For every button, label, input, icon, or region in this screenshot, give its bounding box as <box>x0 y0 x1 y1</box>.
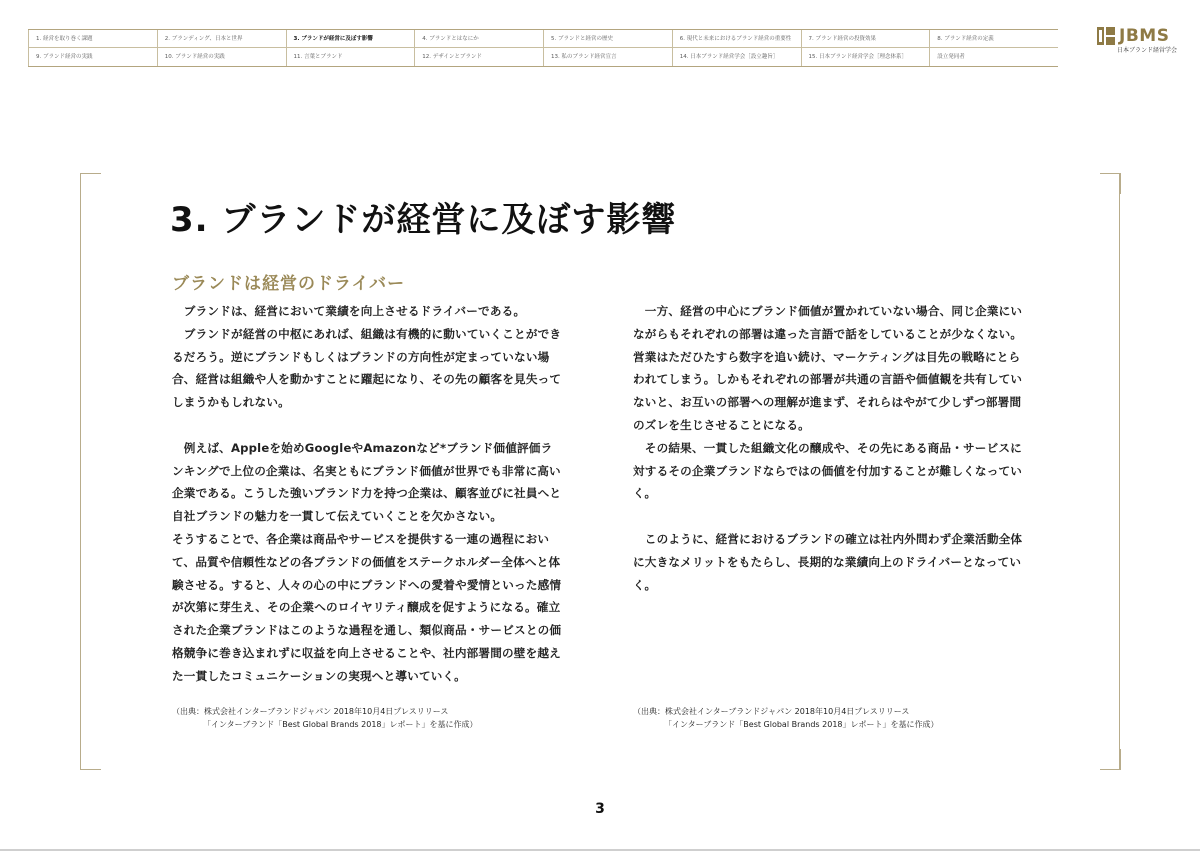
logo-subtitle: 日本ブランド経営学会 <box>1117 47 1178 54</box>
frame-left-line <box>80 173 81 770</box>
nav-item-6[interactable]: 6. 現代と未来におけるブランド経営の重要性 <box>672 30 801 48</box>
nav-item-13[interactable]: 13. 私のブランド経営宣言 <box>543 48 672 66</box>
paragraph: このように、経営におけるブランドの確立は社内外問わず企業活動全体に大きなメリットをもたらし、長期的な業績向上のドライバーとなっていく。 <box>633 531 1023 592</box>
frame-corner-bottom-right <box>1100 749 1121 770</box>
chapter-nav <box>28 29 1058 67</box>
nav-item-8[interactable]: 8. ブランド経営の定義 <box>929 30 1058 48</box>
source-line-2: 「インターブランド「Best Global Brands 2018」レポート」を基に作成） <box>664 720 939 729</box>
nav-item-2[interactable]: 2. ブランディング、日本と世界 <box>157 30 286 48</box>
nav-item-14[interactable]: 14. 日本ブランド経営学会［設立趣旨］ <box>672 48 801 66</box>
left-column <box>172 300 564 688</box>
source-line-2: 「インターブランド「Best Global Brands 2018」レポート」を基に作成） <box>203 720 478 729</box>
jbms-logo[interactable] <box>1097 27 1177 63</box>
nav-item-5[interactable]: 5. ブランドと経営の歴史 <box>543 30 672 48</box>
page-title: 3. ブランドが経営に及ぼす影響 <box>170 200 677 240</box>
logo-wordmark: JBMS <box>1119 26 1170 46</box>
nav-item-11[interactable]: 11. 言葉とブランド <box>286 48 415 66</box>
nav-item-3-active[interactable]: 3. ブランドが経営に及ぼす影響 <box>286 30 415 48</box>
paragraph-gap <box>633 505 1025 528</box>
paragraph: ブランドが経営の中枢にあれば、組織は有機的に動いていくことができるだろう。逆にブランドもしくはブランドの方向性が定まっていない場合、経営は組織や人を動かすことに躍起になり、その先の顧客を見失ってしまうかもしれない。 <box>172 326 562 410</box>
frame-corner-top-left <box>80 173 101 194</box>
paragraph: ブランドは、経営において業績を向上させるドライバーである。 <box>172 304 526 318</box>
nav-item-10[interactable]: 10. ブランド経営の実践 <box>157 48 286 66</box>
paragraph: その結果、一貫した組織文化の醸成や、その先にある商品・サービスに対するその企業ブランドならではの価値を付加することが難しくなっていく。 <box>633 440 1023 501</box>
source-line-1: （出典：株式会社インターブランドジャパン 2018年10月4日プレスリリース <box>633 707 910 716</box>
paragraph-gap <box>172 414 564 437</box>
jbms-logo-mark-icon <box>1097 27 1115 45</box>
page-number: 3 <box>595 801 605 817</box>
source-note-left <box>172 705 478 731</box>
paragraph: そうすることで、各企業は商品やサービスを提供する一連の過程において、品質や信頼性などの各ブランドの価値をステークホルダー全体へと体験させる。すると、人々の心の中にブランドへの愛着や愛情といった感情が次第に芽生え、その企業へのロイヤリティ醸成を促すようになる。確立された企業ブランドはこのような過程を通し、類似商品・サービスとの価格競争に巻き込まれずに収益を向上させることや、社内部署間の壁を越えた一貫したコミュニケーションの実現へと導いていく。 <box>172 531 562 683</box>
nav-item-1[interactable]: 1. 経営を取り巻く課題 <box>28 30 157 48</box>
nav-item-7[interactable]: 7. ブランド経営の投資効果 <box>801 30 930 48</box>
nav-item-9[interactable]: 9. ブランド経営の実践 <box>28 48 157 66</box>
source-note-right <box>633 705 939 731</box>
nav-item-4[interactable]: 4. ブランドとはなにか <box>414 30 543 48</box>
frame-right-line <box>1119 173 1120 770</box>
frame-corner-top-right <box>1100 173 1121 194</box>
frame-corner-bottom-left <box>80 749 101 770</box>
paragraph: 一方、経営の中心にブランド価値が置かれていない場合、同じ企業にいながらもそれぞれの部署は違った言語で話をしていることが少なくない。営業はただひたすら数字を追い続け、マーケティングは目先の戦略にとらわれてしまう。しかもそれぞれの部署が共通の言語や価値観を共有していないと、お互いの部署への理解が進まず、それらはやがて少しずつ部署間のズレを生じさせることになる。 <box>633 304 1023 432</box>
nav-item-15[interactable]: 15. 日本ブランド経営学会［理念体系］ <box>801 48 930 66</box>
section-heading: ブランドは経営のドライバー <box>172 274 406 294</box>
paragraph: 例えば、Appleを始めGoogleやAmazonなど*ブランド価値評価ランキングで上位の企業は、名実ともにブランド価値が世界でも非常に高い企業である。こうした強いブランド力を持つ企業は、顧客並びに社員へと自社ブランドの魅力を一貫して伝えていくことを欠かさない。 <box>172 440 562 524</box>
nav-item-12[interactable]: 12. デザインとブランド <box>414 48 543 66</box>
nav-item-founders[interactable]: 設立発同者 <box>929 48 1058 66</box>
source-line-1: （出典：株式会社インターブランドジャパン 2018年10月4日プレスリリース <box>172 707 449 716</box>
right-column <box>633 300 1025 596</box>
